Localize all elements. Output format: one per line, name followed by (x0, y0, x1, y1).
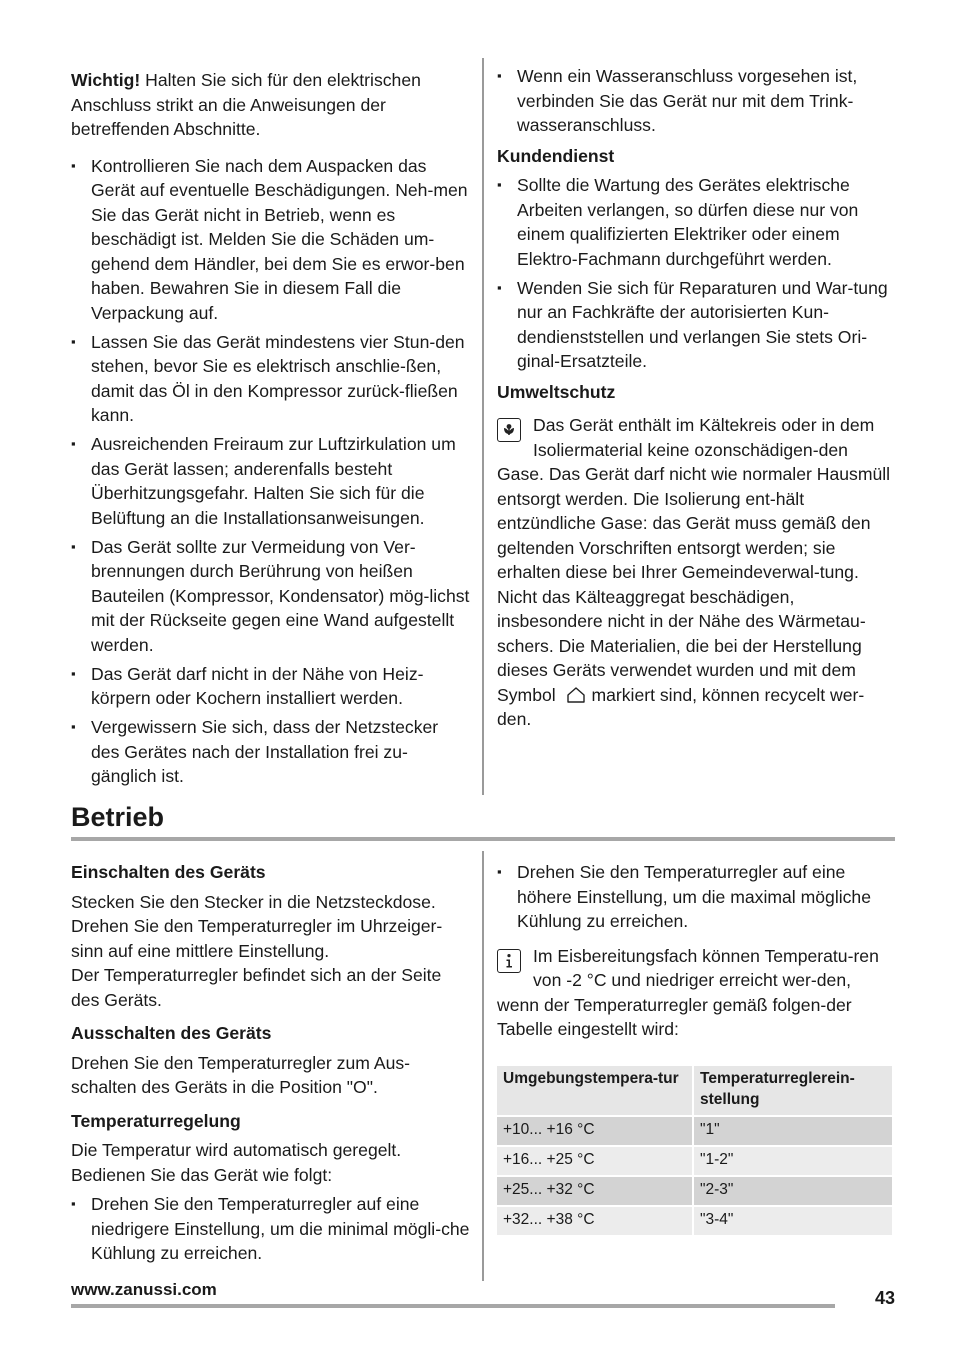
column-divider-bottom (482, 851, 484, 1281)
section-rule (71, 837, 895, 841)
table-header-ambient: Umgebungstempera-tur (497, 1066, 692, 1115)
list-item: ▪ Das Gerät sollte zur Vermeidung von Ver-brennungen durch Berührung von heißen Bauteilen (Kompressor, Kondensator) mög-lichst mit der Rückseite gegen eine Wand aufgestellt werden. (71, 535, 471, 658)
column-divider-top (482, 58, 484, 795)
list-item: ▪ Wenn ein Wasseranschluss vorgesehen ist, verbinden Sie das Gerät nur mit dem Trink-wasseranschluss. (497, 64, 897, 138)
service-bullet-list (497, 173, 897, 374)
switch-off-heading: Ausschalten des Geräts (71, 1023, 272, 1043)
list-item: ▪ Kontrollieren Sie nach dem Auspacken das Gerät auf eventuelle Beschädigungen. Neh-men Sie das Gerät nicht in Betrieb, wenn es beschädigt ist. Melden Sie die Schäden um-gehend dem Händler, bei dem Sie es erwor-ben haben. Bewahren Sie in diesem Fall die Verpackung auf. (71, 154, 471, 326)
switch-off-text: Drehen Sie den Temperaturregler zum Aus-schalten des Geräts in die Position "O". (71, 1052, 411, 1097)
table-row (497, 1177, 892, 1205)
list-item: ▪ Ausreichenden Freiraum zur Luftzirkulation um das Gerät lassen; anderenfalls besteht Überhitzungsgefahr. Halten Sie sich für die Belüftung an die Installationsanweisungen. (71, 432, 471, 530)
important-note (71, 68, 471, 142)
environment-text: Das Gerät enthält im Kältekreis oder in dem Isoliermaterial keine ozonschädigen-den Gase. Das Gerät darf nicht wie normaler Hausmüll entsorgt werden. Die Isolierung ent-hält entzündliche Gase: das Gerät muss gemäß den geltenden Vorschriften entsorgt werden; sie erhalten diese bei Ihrer Gemeindeverwal-tung. Nicht das Kälteaggregat beschädigen, insbesondere nicht in der Nähe des Wärmetau-schers. Die Materialien, die bei der Herstellung dieses Geräts verwendet wurden und mit dem Symbol (497, 415, 891, 705)
environment-flower-icon (497, 418, 521, 442)
page-number: 43 (874, 1288, 895, 1308)
bottom-right-column (497, 860, 897, 1237)
list-item: ▪ Vergewissern Sie sich, dass der Netzstecker des Gerätes nach der Installation frei zu-gänglich ist. (71, 715, 471, 789)
list-item: ▪ Drehen Sie den Temperaturregler auf eine höhere Einstellung, um die maximal mögliche Kühlung zu erreichen. (497, 860, 897, 934)
safety-bullet-list (71, 154, 471, 789)
important-label: Wichtig! (71, 70, 141, 90)
list-item: ▪ Drehen Sie den Temperaturregler auf eine niedrigere Einstellung, um die minimal mögli-che Kühlung zu erreichen. (71, 1192, 471, 1266)
table-row (497, 1147, 892, 1175)
table-cell: "2-3" (694, 1177, 892, 1205)
table-cell: "1-2" (694, 1147, 892, 1175)
table-cell: "1" (694, 1117, 892, 1145)
info-paragraph (497, 944, 897, 1042)
list-item: ▪ Wenden Sie sich für Reparaturen und War-tung nur an Fachkräfte der autorisierten Kun-dendienststellen und verlangen Sie stets Ori-ginal-Ersatzteile. (497, 276, 897, 374)
environment-heading: Umweltschutz (497, 381, 616, 402)
top-left-column (71, 68, 471, 793)
max-cooling-bullet-list (497, 860, 897, 934)
list-item: ▪ Das Gerät darf nicht in der Nähe von Heiz-körpern oder Kochern installiert werden. (71, 662, 471, 711)
table-row (497, 1117, 892, 1145)
section-title: Betrieb (71, 802, 165, 832)
bottom-left-column (71, 860, 471, 1270)
switch-on-heading: Einschalten des Geräts (71, 862, 266, 882)
top-right-column (497, 64, 897, 732)
temperature-setting-table (495, 1064, 894, 1237)
table-row (497, 1207, 892, 1235)
switch-on-note: Der Temperaturregler befindet sich an der Seite des Geräts. (71, 965, 442, 1010)
table-cell: +25... +32 °C (497, 1177, 692, 1205)
switch-on-text: Stecken Sie den Stecker in die Netzsteckdose. Drehen Sie den Temperaturregler im Uhrzeiger-sinn auf eine mittlere Einstellung. (71, 891, 443, 961)
table-cell: +32... +38 °C (497, 1207, 692, 1235)
table-cell: "3-4" (694, 1207, 892, 1235)
table-header-row (497, 1066, 892, 1115)
important-text: Halten Sie sich für den elektrischen Anschluss strikt an die Anweisungen der betreffenden Abschnitte. (71, 70, 421, 139)
table-header-setting: Temperaturreglerein-stellung (694, 1066, 892, 1115)
water-bullet-list (497, 64, 897, 138)
service-heading: Kundendienst (497, 145, 615, 166)
temperature-bullet-list (71, 1192, 471, 1266)
table-cell: +10... +16 °C (497, 1117, 692, 1145)
temperature-text: Die Temperatur wird automatisch geregelt. (71, 1140, 402, 1160)
info-icon (497, 949, 521, 973)
environment-text-end: markiert sind, können recycelt wer-den. (497, 684, 865, 729)
recycle-house-icon (565, 686, 587, 704)
temperature-instruction: Bedienen Sie das Gerät wie folgt: (71, 1164, 333, 1185)
info-text: Im Eisbereitungsfach können Temperatu-ren von -2 °C und niedriger erreicht wer-den, wenn der Temperaturregler gemäß folgen-der Tabelle eingestellt wird: (497, 945, 879, 1039)
list-item: ▪ Sollte die Wartung des Gerätes elektrische Arbeiten verlangen, so dürfen diese nur von einem qualifizierten Elektriker oder einem Elektro-Fachmann durchgeführt werden. (497, 173, 897, 271)
footer-url[interactable]: www.zanussi.com (71, 1280, 217, 1299)
footer-rule (71, 1304, 835, 1308)
list-item: ▪ Lassen Sie das Gerät mindestens vier Stun-den stehen, bevor Sie es elektrisch anschlie-ßen, damit das Öl in den Kompressor zurück-fließen kann. (71, 330, 471, 428)
temperature-heading: Temperaturregelung (71, 1110, 241, 1131)
table-cell: +16... +25 °C (497, 1147, 692, 1175)
environment-paragraph (497, 413, 897, 732)
